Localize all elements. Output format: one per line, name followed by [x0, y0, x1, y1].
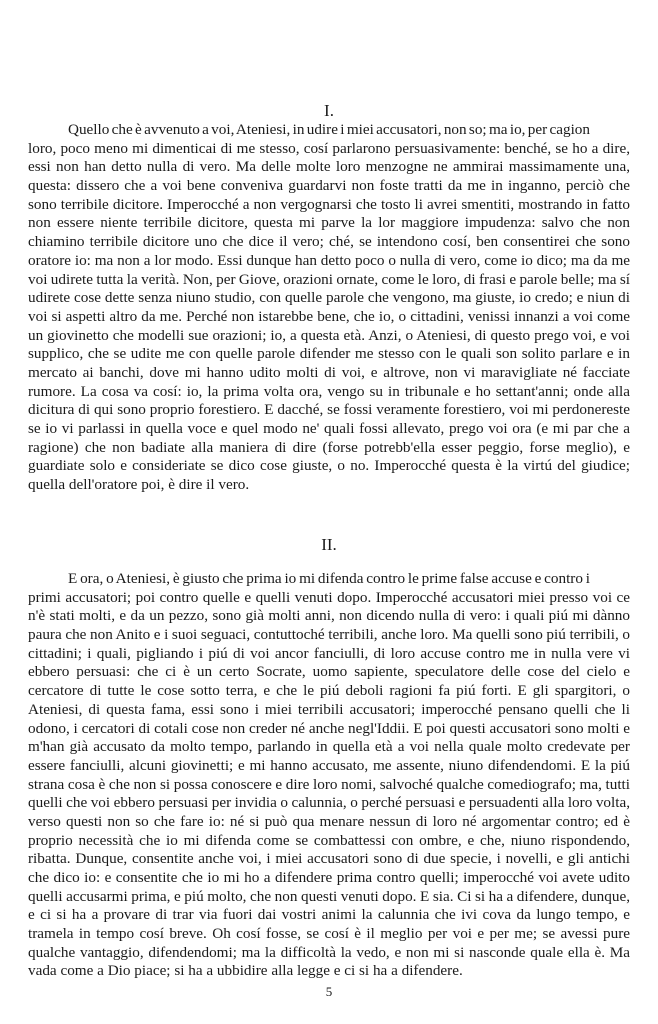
- section-body: [28, 570, 630, 981]
- text-line: ribatta. Dunque, consentite anche voi, i miei accusatori sono di due specie, i novelli, e gli antichi: [28, 850, 630, 868]
- text-line: supplico, che se udite me con quelle parole difender me stesso con le quali son solito parlare e in: [28, 345, 630, 363]
- text-line: primi accusatori; poi contro quelle e quelli venuti dopo. Imperocché accusatori miei presso voi ce: [28, 588, 630, 606]
- text-line: oratore io: ma non a lor modo. Essi dunque han detto poco o nulla di vero, come io dico; ma da me: [28, 251, 630, 269]
- text-line: qualche vantaggio, difendendomi; ma la difficoltà la vedo, e non mi si nasconde quale ella è. Ma: [28, 943, 630, 961]
- text-line: Quello che è avvenuto a voi, Ateniesi, in udire i miei accusatori, non so; ma io, per cagion: [68, 121, 590, 138]
- text-line: m'han già accusato da molto tempo, parlando in quella età a voi nella quale molto credevate per: [28, 738, 630, 756]
- text-line: essere fanciulli, alcuni giovinetti; e mi hanno accusato, me assente, niuno difendendomi. E la piú: [28, 756, 630, 774]
- text-line: rumore. La cosa va cosí: io, la prima volta ora, vengo su in tribunale e ho settant'anni; onde alla: [28, 382, 630, 400]
- text-line: vada come a Dio piace; si ha a ubbidire alla legge e ci si ha a difendere.: [28, 962, 463, 980]
- text-line: questa: dissero che a voi bene conveniva guardarvi non foste tratti da me in inganno, perciò che: [28, 177, 630, 195]
- text-line: cercatore di tutte le cose sotto terra, e che le piú deboli ragioni fa piú forti. E gli spargitori, o: [28, 682, 630, 700]
- text-line: quelli accusarmi prima, e piú molto, che non questi venuti dopo. E sia. Ci si ha a difendere, dunque,: [28, 887, 630, 905]
- text-line: ebbero persuasi: che ci è un certo Socrate, uomo sapiente, speculatore delle cose del cielo e: [28, 663, 630, 681]
- text-line: sono terribile dicitore. Imperocché a non vergognarsi che tosto li avrei smentiti, mostrando in fatto: [28, 195, 630, 213]
- page-number: 5: [325, 984, 333, 999]
- text-line: guardiate solo e consideriate se dico cose giuste, o no. Imperocché questa è la virtú del giudice;: [28, 457, 630, 475]
- text-line: dicitura di qui sono proprio forestiero. E dacché, se fossi veramente forestiero, voi mi perdonereste: [28, 401, 630, 419]
- text-line: se io vi parlassi in quella voce e quel modo ne' quali fossi allevato, prego voi ora (e mi par che a: [28, 420, 630, 437]
- text-line: voi udirete tutta la verità. Non, per Giove, orazioni ornate, come le loro, di frasi e parole belle; ma sí: [28, 270, 630, 288]
- text-line: chiamino terribile dicitore uno che dice il vero; ché, se intendono cosí, ben consentirei che sono: [28, 233, 630, 251]
- text-line: voi si aspetti altro da me. Perché non istarebbe bene, che io, o cittadini, venissi innanzi a voi come: [28, 307, 630, 325]
- text-line: cittadini; i quali, pigliando i piú di voi ancor fanciulli, di loro accuse contro me in nulla vere vi: [28, 644, 630, 662]
- text-line: essi non han detto nulla di vero. Ma delle molte loro menzogne ne ammirai massimamente una,: [28, 158, 630, 176]
- text-line: Ateniesi, di questa fama, essi sono i miei terribili accusatori; imperocché pensano quelli che li: [28, 700, 630, 718]
- text-line: che dico io: e consentite che io mi ho a difendere prima contro quelli; imperocché voi avete udito: [28, 869, 630, 886]
- text-line: non essere niente terribile dicitore, questa mi parve la lor maggiore impudenza: salvo che non: [28, 214, 630, 232]
- text-line: loro, poco meno mi dimenticai di me stesso, cosí parlarono persuasivamente: benché, se ho a dire,: [28, 139, 630, 157]
- text-line: n'è stati molti, e da un pezzo, sono già molti anni, non dicendo nulla di vero: i quali piú mi dànno: [28, 607, 630, 625]
- section-heading: II.: [321, 535, 337, 554]
- text-line: quelli che voi ebbero persuasi per invidia o calunnia, o perché persuasi e persuadenti alla loro volta,: [28, 794, 630, 812]
- text-line: quella dell'oratore poi, è dire il vero.: [28, 476, 250, 494]
- text-line: udirete cose dette senza niuno studio, con quelle parole che vengono, ma giuste, io credo; e niun di: [28, 289, 630, 307]
- text-line: E ora, o Ateniesi, è giusto che prima io mi difenda contro le prime false accuse e contro i: [68, 570, 590, 587]
- text-line: un giovinetto che modelli sue orazioni; io, a questa età. Anzi, o Ateniesi, di questo prego voi, e voi: [28, 326, 630, 344]
- section-heading: I.: [324, 101, 334, 120]
- text-line: tramela in tempo cosí breve. Oh cosí fosse, se cosí è il meglio per voi e per me; se avessi pure: [28, 925, 630, 943]
- text-line: mercato ai banchi, dove mi hanno udito molti di voi, e altrove, non vi maravigliate né facciate: [28, 363, 630, 381]
- text-line: ragione) che non badiate alla maniera di dire (forse potrebb'ella esser peggio, forse meglio), e: [28, 438, 630, 456]
- text-line: odono, i cercatori di cotali cose non creder né anche negl'Iddii. E poi questi accusatori sono molti e: [28, 719, 630, 737]
- text-line: paura che non Anito e i suoi seguaci, contuttoché terribili, anche loro. Ma quelli sono piú terribili, o: [28, 626, 630, 644]
- text-line: verso questi non so che fare io: né si può qua menare nessun di loro né argomentar contro; ed è: [28, 812, 630, 830]
- text-line: e ci si ha a provare di trar via fuori dai vostri animi la calunnia che ivi cova da lungo tempo, e: [28, 906, 630, 924]
- section-body: [28, 121, 630, 495]
- text-line: strana cosa è che non si possa conoscere e dire loro nomi, salvoché qualche comediografo; ma, tutti: [28, 775, 630, 793]
- text-line: proprio necessità che io mi difenda come se combattessi con ombre, e che, niuno rispondendo,: [28, 831, 630, 849]
